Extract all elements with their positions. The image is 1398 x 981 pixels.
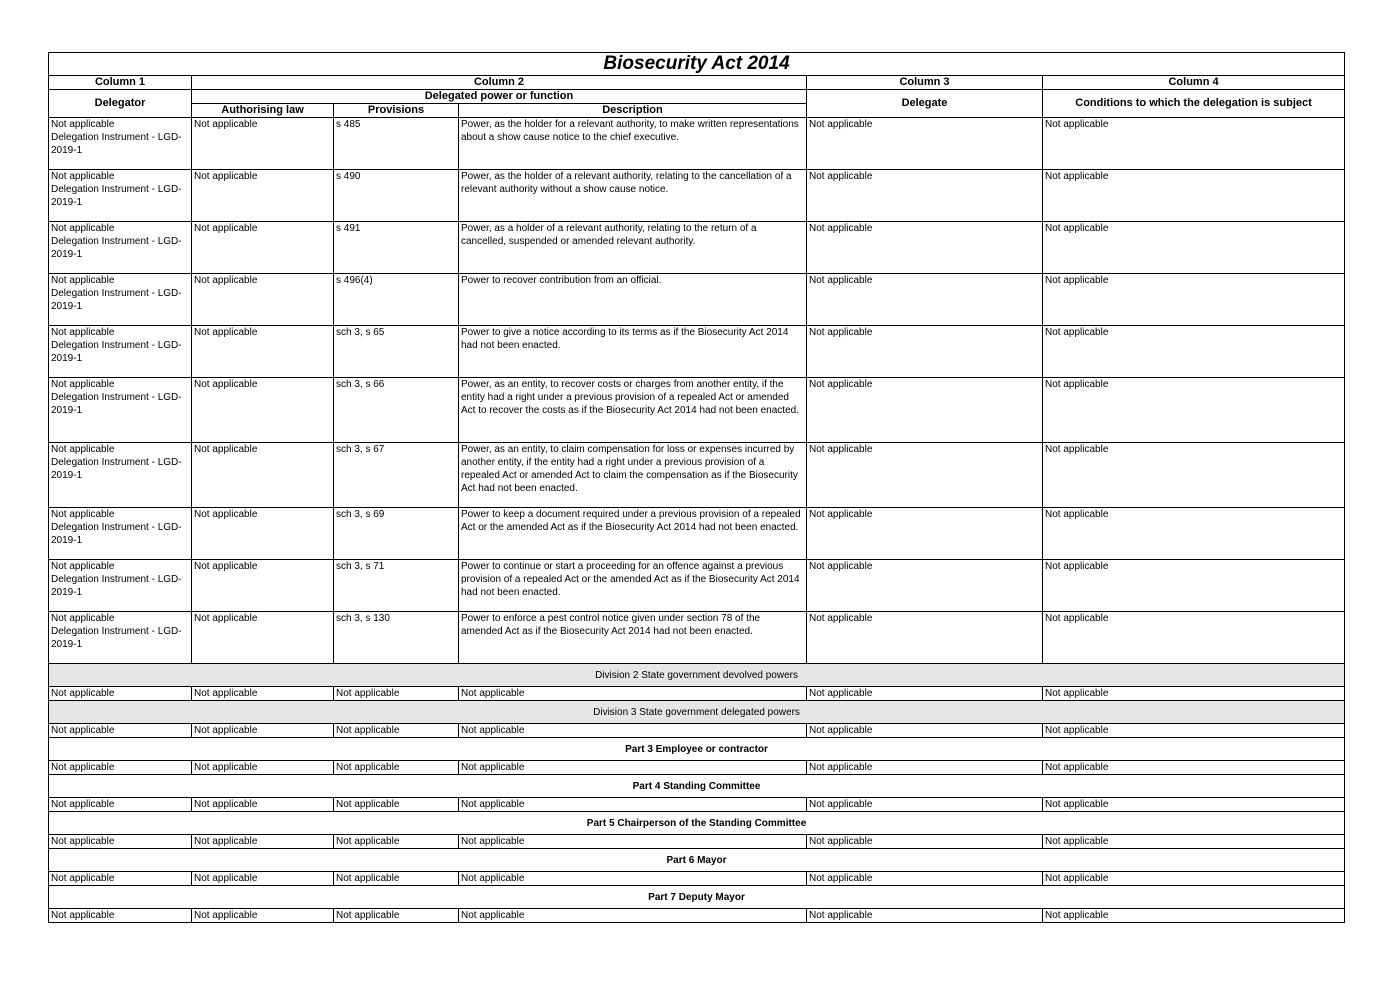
conditions-cell: Not applicable	[1043, 798, 1345, 812]
provision-cell: Not applicable	[334, 761, 459, 775]
table-row	[49, 378, 1345, 443]
table-row	[49, 724, 1345, 738]
section-heading-part-5: Part 5 Chairperson of the Standing Committee	[49, 812, 1345, 835]
description-cell: Power, as an entity, to recover costs or charges from another entity, if the entity had a right under a previous provision of a repealed Act or amended Act to recover the costs as if the Biosecurity Act 2014 had not been enacted.	[459, 378, 807, 443]
delegate-cell: Not applicable	[807, 378, 1043, 443]
conditions-cell: Not applicable	[1043, 170, 1345, 222]
header-column-4: Column 4	[1043, 76, 1345, 90]
description-cell: Not applicable	[459, 724, 807, 738]
delegator-cell: Not applicable	[49, 835, 192, 849]
delegate-cell: Not applicable	[807, 274, 1043, 326]
description-cell: Power to enforce a pest control notice given under section 78 of the amended Act as if the Biosecurity Act 2014 had not been enacted.	[459, 612, 807, 664]
description-cell: Power to recover contribution from an official.	[459, 274, 807, 326]
header-delegator: Delegator	[49, 90, 192, 118]
delegator-cell: Not applicable	[49, 798, 192, 812]
authorising-law-cell: Not applicable	[192, 687, 334, 701]
table-row	[49, 508, 1345, 560]
section-heading-division-2: Division 2 State government devolved powers	[49, 664, 1345, 687]
header-conditions: Conditions to which the delegation is subject	[1043, 90, 1345, 118]
delegate-cell: Not applicable	[807, 835, 1043, 849]
description-cell: Power, as the holder of a relevant authority, relating to the cancellation of a relevant authority without a show cause notice.	[459, 170, 807, 222]
conditions-cell: Not applicable	[1043, 222, 1345, 274]
delegate-cell: Not applicable	[807, 560, 1043, 612]
delegate-cell: Not applicable	[807, 612, 1043, 664]
delegate-cell: Not applicable	[807, 724, 1043, 738]
delegate-cell: Not applicable	[807, 443, 1043, 508]
delegate-cell: Not applicable	[807, 170, 1043, 222]
table-row	[49, 909, 1345, 923]
description-cell: Power, as the holder for a relevant authority, to make written representations about a show cause notice to the chief executive.	[459, 118, 807, 170]
provision-cell: sch 3, s 69	[334, 508, 459, 560]
table-row	[49, 687, 1345, 701]
conditions-cell: Not applicable	[1043, 835, 1345, 849]
conditions-cell: Not applicable	[1043, 508, 1345, 560]
provision-cell: s 496(4)	[334, 274, 459, 326]
conditions-cell: Not applicable	[1043, 118, 1345, 170]
description-cell: Not applicable	[459, 687, 807, 701]
description-cell: Power to continue or start a proceeding for an offence against a previous provision of a repealed Act or the amended Act as if the Biosecurity Act 2014 had not been enacted.	[459, 560, 807, 612]
table-row	[49, 170, 1345, 222]
delegator-cell: Not applicable Delegation Instrument - LGD- 2019-1	[49, 222, 192, 274]
delegation-sheet	[48, 52, 1344, 923]
delegator-cell: Not applicable Delegation Instrument - LGD- 2019-1	[49, 118, 192, 170]
section-row	[49, 849, 1345, 872]
authorising-law-cell: Not applicable	[192, 274, 334, 326]
provision-cell: Not applicable	[334, 724, 459, 738]
authorising-law-cell: Not applicable	[192, 222, 334, 274]
delegator-cell: Not applicable Delegation Instrument - LGD- 2019-1	[49, 508, 192, 560]
conditions-cell: Not applicable	[1043, 687, 1345, 701]
header-provisions: Provisions	[334, 104, 459, 118]
provision-cell: s 485	[334, 118, 459, 170]
delegate-cell: Not applicable	[807, 798, 1043, 812]
header-column-2: Column 2	[192, 76, 807, 90]
authorising-law-cell: Not applicable	[192, 835, 334, 849]
authorising-law-cell: Not applicable	[192, 170, 334, 222]
conditions-cell: Not applicable	[1043, 443, 1345, 508]
delegator-cell: Not applicable	[49, 872, 192, 886]
page-title: Biosecurity Act 2014	[49, 53, 1345, 76]
header-column-1: Column 1	[49, 76, 192, 90]
delegate-cell: Not applicable	[807, 761, 1043, 775]
authorising-law-cell: Not applicable	[192, 560, 334, 612]
delegator-cell: Not applicable Delegation Instrument - LGD- 2019-1	[49, 378, 192, 443]
delegator-cell: Not applicable Delegation Instrument - LGD- 2019-1	[49, 443, 192, 508]
table-row	[49, 761, 1345, 775]
section-heading-part-3: Part 3 Employee or contractor	[49, 738, 1345, 761]
description-cell: Not applicable	[459, 798, 807, 812]
delegate-cell: Not applicable	[807, 222, 1043, 274]
description-cell: Power, as an entity, to claim compensation for loss or expenses incurred by another entity, if the entity had a right under a previous provision of a repealed Act or amended Act to claim the compensation as if the Biosecurity Act had not been enacted.	[459, 443, 807, 508]
delegator-cell: Not applicable Delegation Instrument - LGD- 2019-1	[49, 274, 192, 326]
header-delegate: Delegate	[807, 90, 1043, 118]
authorising-law-cell: Not applicable	[192, 872, 334, 886]
authorising-law-cell: Not applicable	[192, 612, 334, 664]
delegate-cell: Not applicable	[807, 872, 1043, 886]
delegator-cell: Not applicable Delegation Instrument - LGD- 2019-1	[49, 326, 192, 378]
section-heading-part-4: Part 4 Standing Committee	[49, 775, 1345, 798]
table-row	[49, 118, 1345, 170]
table-row	[49, 443, 1345, 508]
provision-cell: s 491	[334, 222, 459, 274]
delegator-cell: Not applicable	[49, 909, 192, 923]
provision-cell: sch 3, s 67	[334, 443, 459, 508]
conditions-cell: Not applicable	[1043, 274, 1345, 326]
authorising-law-cell: Not applicable	[192, 761, 334, 775]
provision-cell: Not applicable	[334, 798, 459, 812]
section-heading-part-7: Part 7 Deputy Mayor	[49, 886, 1345, 909]
provision-cell: Not applicable	[334, 835, 459, 849]
header-delegated-power: Delegated power or function	[192, 90, 807, 104]
section-row	[49, 886, 1345, 909]
conditions-cell: Not applicable	[1043, 761, 1345, 775]
section-row	[49, 664, 1345, 687]
description-cell: Not applicable	[459, 835, 807, 849]
header-description: Description	[459, 104, 807, 118]
authorising-law-cell: Not applicable	[192, 118, 334, 170]
conditions-cell: Not applicable	[1043, 560, 1345, 612]
authorising-law-cell: Not applicable	[192, 443, 334, 508]
table-row	[49, 872, 1345, 886]
table-row	[49, 222, 1345, 274]
provision-cell: s 490	[334, 170, 459, 222]
conditions-cell: Not applicable	[1043, 909, 1345, 923]
authorising-law-cell: Not applicable	[192, 378, 334, 443]
conditions-cell: Not applicable	[1043, 724, 1345, 738]
delegator-cell: Not applicable Delegation Instrument - LGD- 2019-1	[49, 612, 192, 664]
conditions-cell: Not applicable	[1043, 326, 1345, 378]
delegate-cell: Not applicable	[807, 909, 1043, 923]
delegate-cell: Not applicable	[807, 118, 1043, 170]
table-row	[49, 798, 1345, 812]
provision-cell: Not applicable	[334, 872, 459, 886]
delegate-cell: Not applicable	[807, 508, 1043, 560]
section-row	[49, 738, 1345, 761]
authorising-law-cell: Not applicable	[192, 724, 334, 738]
provision-cell: Not applicable	[334, 687, 459, 701]
delegate-cell: Not applicable	[807, 687, 1043, 701]
delegator-cell: Not applicable Delegation Instrument - LGD- 2019-1	[49, 560, 192, 612]
provision-cell: sch 3, s 71	[334, 560, 459, 612]
description-cell: Not applicable	[459, 761, 807, 775]
table-row	[49, 560, 1345, 612]
description-cell: Power, as a holder of a relevant authority, relating to the return of a cancelled, suspended or amended relevant authority.	[459, 222, 807, 274]
delegation-table	[48, 52, 1345, 923]
description-cell: Not applicable	[459, 909, 807, 923]
delegate-cell: Not applicable	[807, 326, 1043, 378]
section-row	[49, 701, 1345, 724]
table-row	[49, 612, 1345, 664]
table-row	[49, 835, 1345, 849]
header-authorising-law: Authorising law	[192, 104, 334, 118]
description-cell: Power to give a notice according to its terms as if the Biosecurity Act 2014 had not been enacted.	[459, 326, 807, 378]
conditions-cell: Not applicable	[1043, 612, 1345, 664]
section-heading-division-3: Division 3 State government delegated powers	[49, 701, 1345, 724]
conditions-cell: Not applicable	[1043, 872, 1345, 886]
section-heading-part-6: Part 6 Mayor	[49, 849, 1345, 872]
authorising-law-cell: Not applicable	[192, 798, 334, 812]
description-cell: Power to keep a document required under a previous provision of a repealed Act or the amended Act as if the Biosecurity Act 2014 had not been enacted.	[459, 508, 807, 560]
delegator-cell: Not applicable Delegation Instrument - LGD- 2019-1	[49, 170, 192, 222]
header-column-3: Column 3	[807, 76, 1043, 90]
authorising-law-cell: Not applicable	[192, 508, 334, 560]
section-row	[49, 775, 1345, 798]
delegator-cell: Not applicable	[49, 687, 192, 701]
provision-cell: Not applicable	[334, 909, 459, 923]
provision-cell: sch 3, s 66	[334, 378, 459, 443]
provision-cell: sch 3, s 130	[334, 612, 459, 664]
conditions-cell: Not applicable	[1043, 378, 1345, 443]
authorising-law-cell: Not applicable	[192, 909, 334, 923]
description-cell: Not applicable	[459, 872, 807, 886]
table-row	[49, 326, 1345, 378]
section-row	[49, 812, 1345, 835]
authorising-law-cell: Not applicable	[192, 326, 334, 378]
provision-cell: sch 3, s 65	[334, 326, 459, 378]
table-row	[49, 274, 1345, 326]
delegator-cell: Not applicable	[49, 724, 192, 738]
delegator-cell: Not applicable	[49, 761, 192, 775]
